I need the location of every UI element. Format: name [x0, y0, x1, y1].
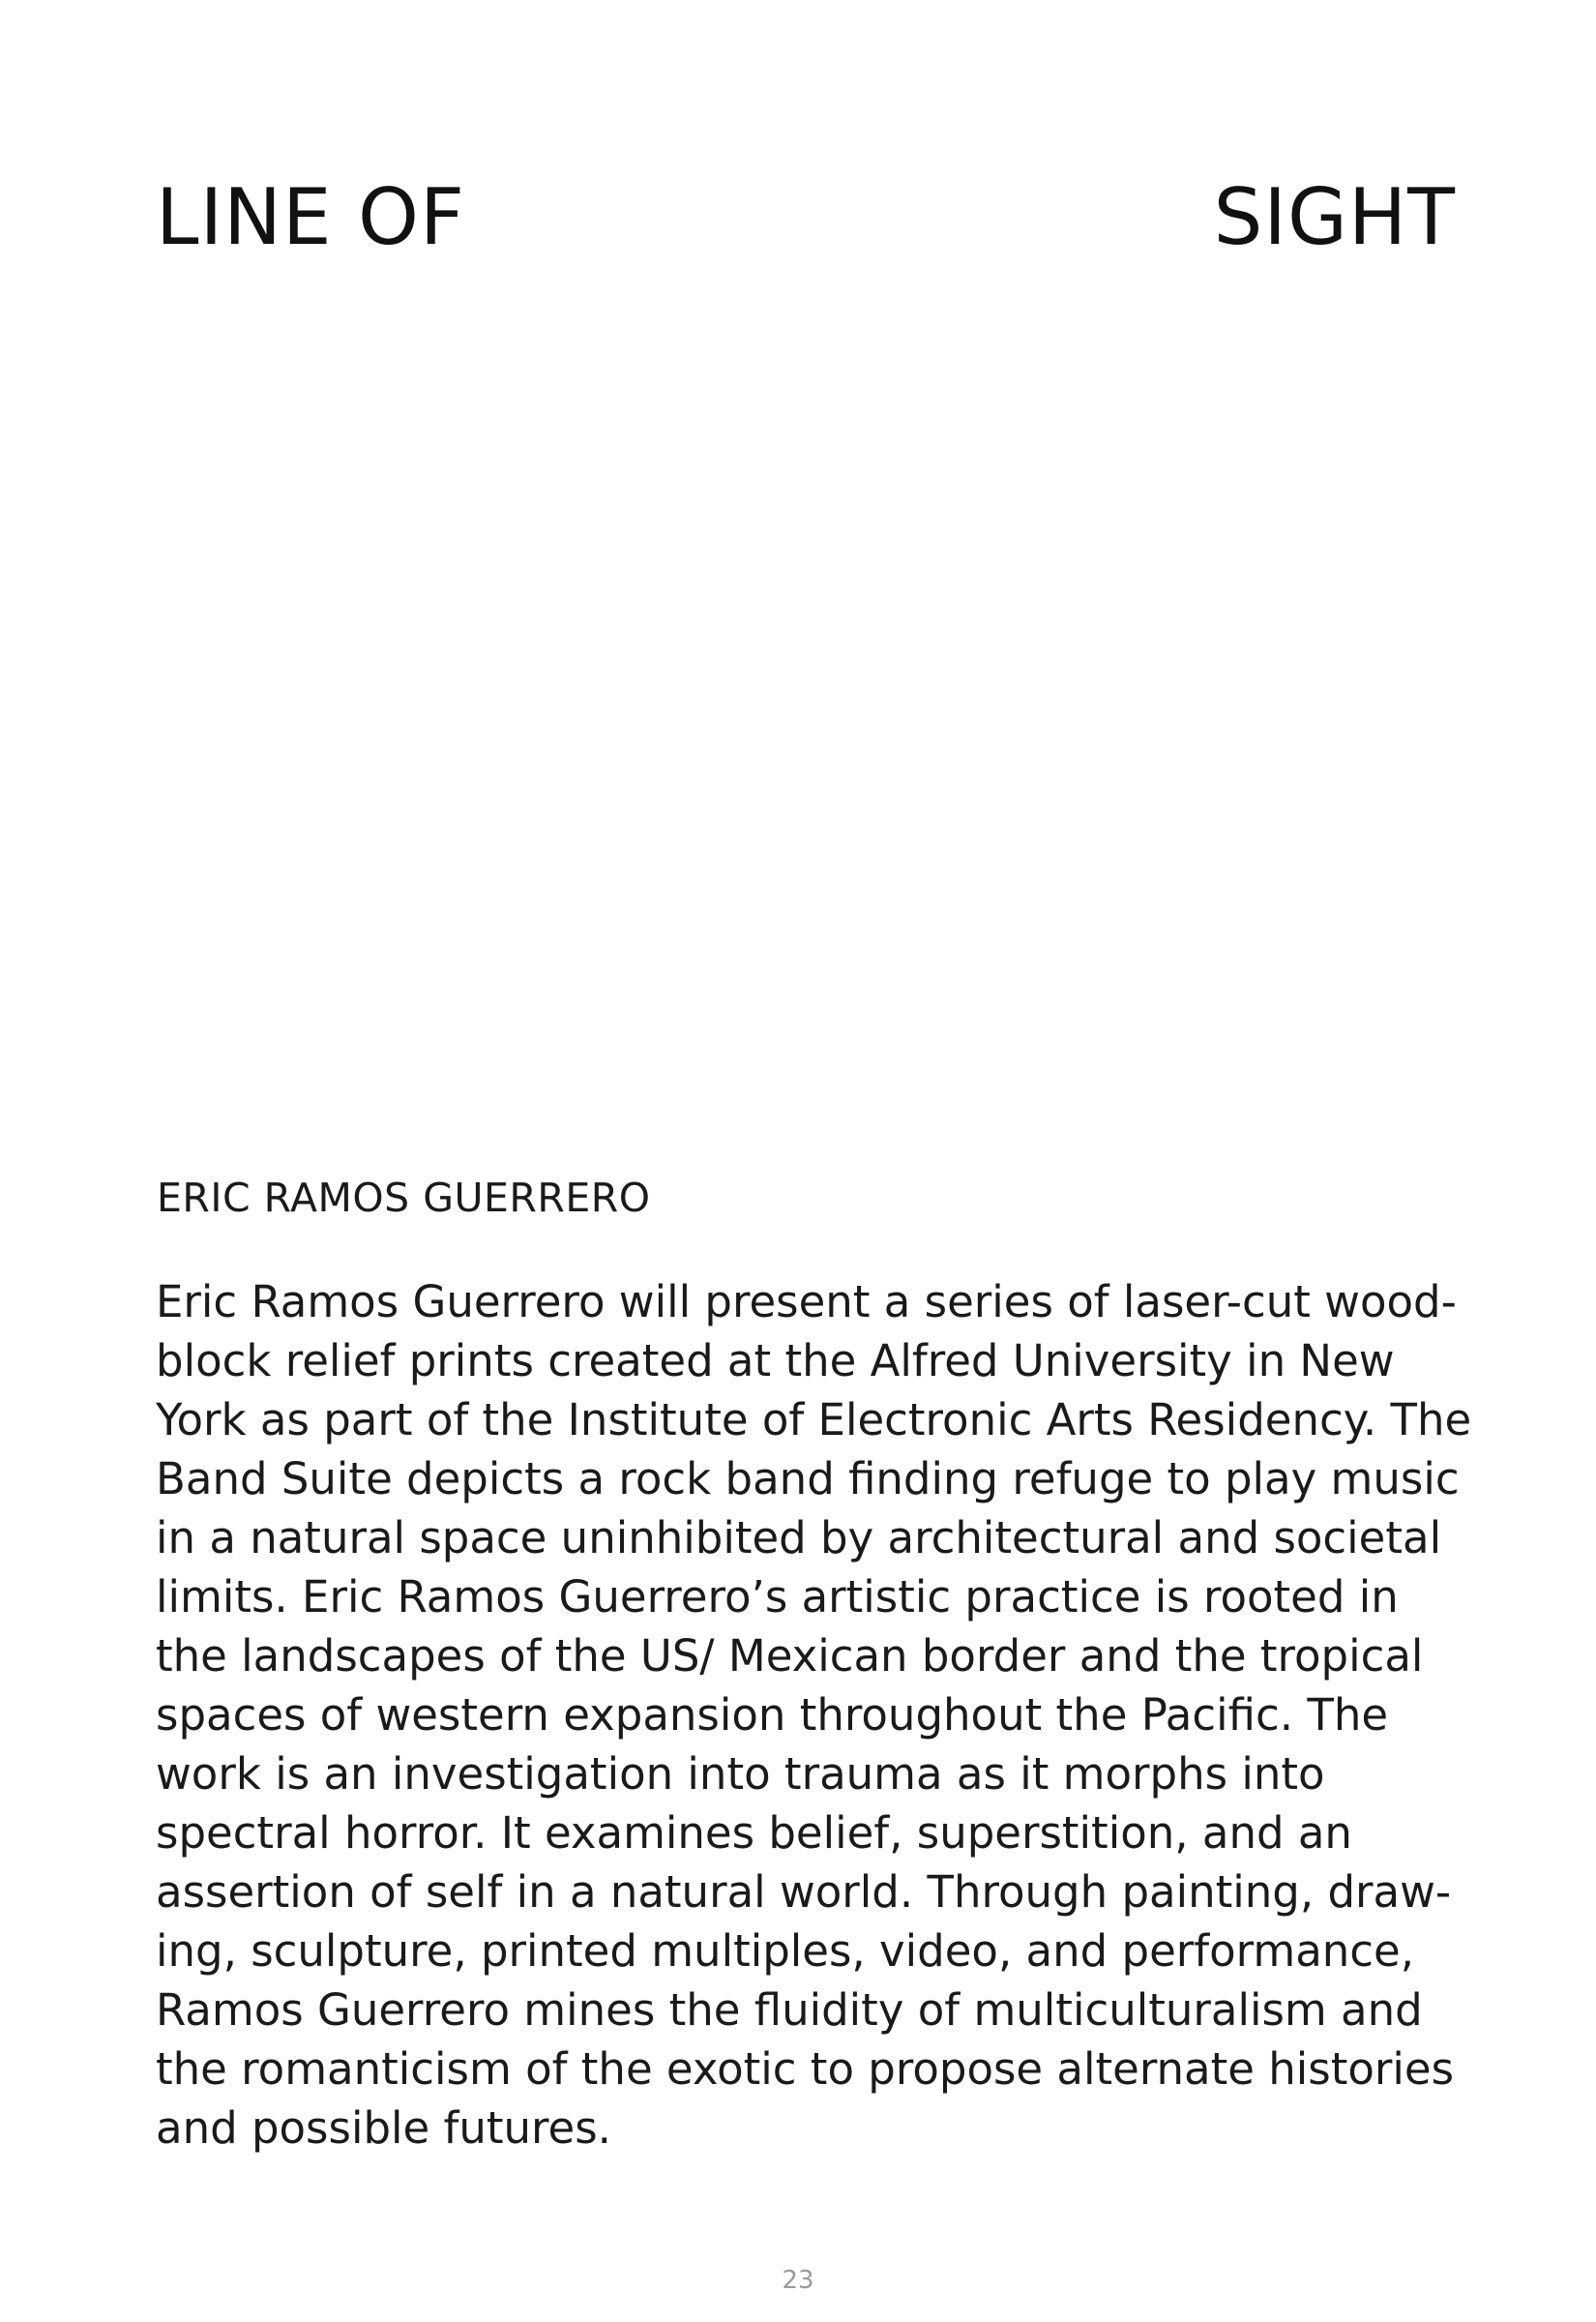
- artist-description: [156, 1272, 1471, 2158]
- artist-name-heading: ERIC RAMOS GUERRERO: [157, 1175, 651, 1221]
- description-line: and possible futures.: [156, 2102, 611, 2154]
- description-line: in a natural space uninhibited by architectural and societal: [156, 1512, 1442, 1563]
- description-line: Band Suite depicts a rock band finding refuge to play music: [156, 1453, 1460, 1504]
- description-line: the romanticism of the exotic to propose alternate histories: [156, 2043, 1455, 2095]
- description-line: limits. Eric Ramos Guerrero’s artistic practice is rooted in: [156, 1571, 1399, 1622]
- page-number: 23: [782, 2266, 814, 2295]
- description-line: the landscapes of the US/ Mexican border and the tropical: [156, 1630, 1424, 1682]
- page-title-right: SIGHT: [1213, 172, 1456, 262]
- description-line: ing, sculpture, printed multiples, video, and performance,: [156, 1925, 1415, 1977]
- description-line: block relief prints created at the Alfred University in New: [156, 1335, 1395, 1386]
- description-line: assertion of self in a natural world. Through painting, draw-: [156, 1866, 1452, 1918]
- description-line: spaces of western expansion throughout the Pacific. The: [156, 1689, 1389, 1741]
- description-line: York as part of the Institute of Electronic Arts Residency. The: [156, 1394, 1472, 1445]
- description-line: Eric Ramos Guerrero will present a series of laser-cut wood-: [156, 1276, 1457, 1327]
- description-line: work is an investigation into trauma as it morphs into: [156, 1748, 1325, 1800]
- description-line: Ramos Guerrero mines the fluidity of multiculturalism and: [156, 1984, 1423, 2036]
- page-title-left: LINE OF: [156, 172, 465, 262]
- description-line: spectral horror. It examines belief, superstition, and an: [156, 1807, 1352, 1859]
